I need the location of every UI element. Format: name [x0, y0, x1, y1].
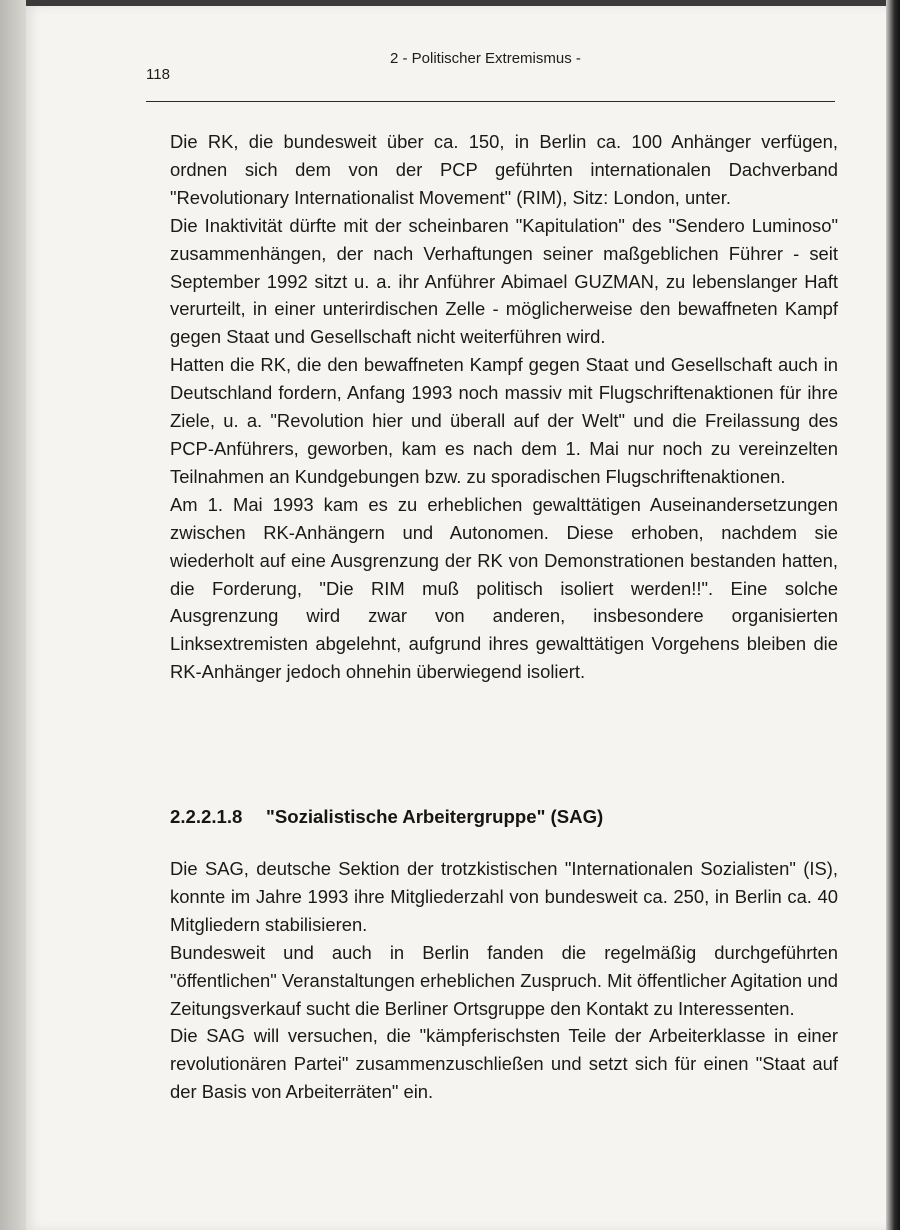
paragraph: Die SAG will versuchen, die "kämpferischsten Teile der Arbeiterklasse in einer revolutionären Partei" zusammenzuschließen und setzt sich für einen "Staat auf der Basis von Arbeiterräten" ein.: [170, 1025, 838, 1103]
section-sag-text: [170, 855, 838, 1106]
paragraph: Die Inaktivität dürfte mit der scheinbaren "Kapitulation" des "Sendero Luminoso" zusammenhängen, der nach Verhaftungen seiner maßgeblichen Führer - seit September 1992 sitzt u. a. ihr Anführer Abimael GUZMAN, zu lebenslanger Haft verurteilt, in einer unterirdischen Zelle - möglicherweise den bewaffneten Kampf gegen Staat und Gesellschaft nicht weiterführen wird.: [170, 214, 838, 348]
running-head: 2 - Politischer Extremismus -: [390, 50, 581, 67]
header-rule: [146, 101, 835, 102]
page-number: 118: [146, 66, 170, 83]
paragraph: Die RK, die bundesweit über ca. 150, in Berlin ca. 100 Anhänger verfügen, ordnen sich dem von der PCP geführten internationalen Dachverband "Revolutionary Internationalist Movement" (RIM), Sitz: London, unter.: [170, 131, 838, 208]
scan-left-edge: [0, 0, 26, 1230]
section-heading-title: "Sozialistische Arbeitergruppe" (SAG): [266, 806, 604, 827]
paragraph: Hatten die RK, die den bewaffneten Kampf gegen Staat und Gesellschaft auch in Deutschland fordern, Anfang 1993 noch massiv mit Flugschriftenaktionen für ihre Ziele, u. a. "Revolution hier und überall auf der Welt" und die Freilassung des PCP-Anführers, geworben, kam es nach dem 1. Mai nur noch zu vereinzelten Teilnahmen an Kundgebungen bzw. zu sporadischen Flugschriftenaktionen.: [170, 354, 838, 487]
book-spine-shadow: [886, 0, 900, 1230]
section-heading-sag: [170, 806, 603, 828]
paragraph: Die SAG, deutsche Sektion der trotzkistischen "Internationalen Sozialisten" (IS), konnte im Jahre 1993 ihre Mitgliederzahl von bundesweit ca. 250, in Berlin ca. 40 Mitgliedern stabilisieren.: [170, 858, 838, 935]
paragraph: Am 1. Mai 1993 kam es zu erheblichen gewalttätigen Auseinandersetzungen zwischen RK-Anhängern und Autonomen. Diese erhoben, nachdem sie wiederholt auf eine Ausgrenzung der RK von Demonstrationen bestanden hatten, die Forderung, "Die RIM muß politisch isoliert werden!!". Eine solche Ausgrenzung wird zwar von anderen, insbesondere organisierten Linksextremisten abgelehnt, aufgrund ihres gewalttätigen Vorgehens bleiben die RK-Anhänger jedoch ohnehin überwiegend isoliert.: [170, 493, 838, 683]
section-heading-number: 2.2.2.1.8: [170, 806, 243, 827]
section-rk-text: [170, 128, 838, 686]
paragraph: Bundesweit und auch in Berlin fanden die regelmäßig durchgeführten "öffentlichen" Veranstaltungen erheblichen Zuspruch. Mit öffentlicher Agitation und Zeitungsverkauf sucht die Berliner Ortsgruppe den Kontakt zu Interessenten.: [170, 941, 838, 1019]
